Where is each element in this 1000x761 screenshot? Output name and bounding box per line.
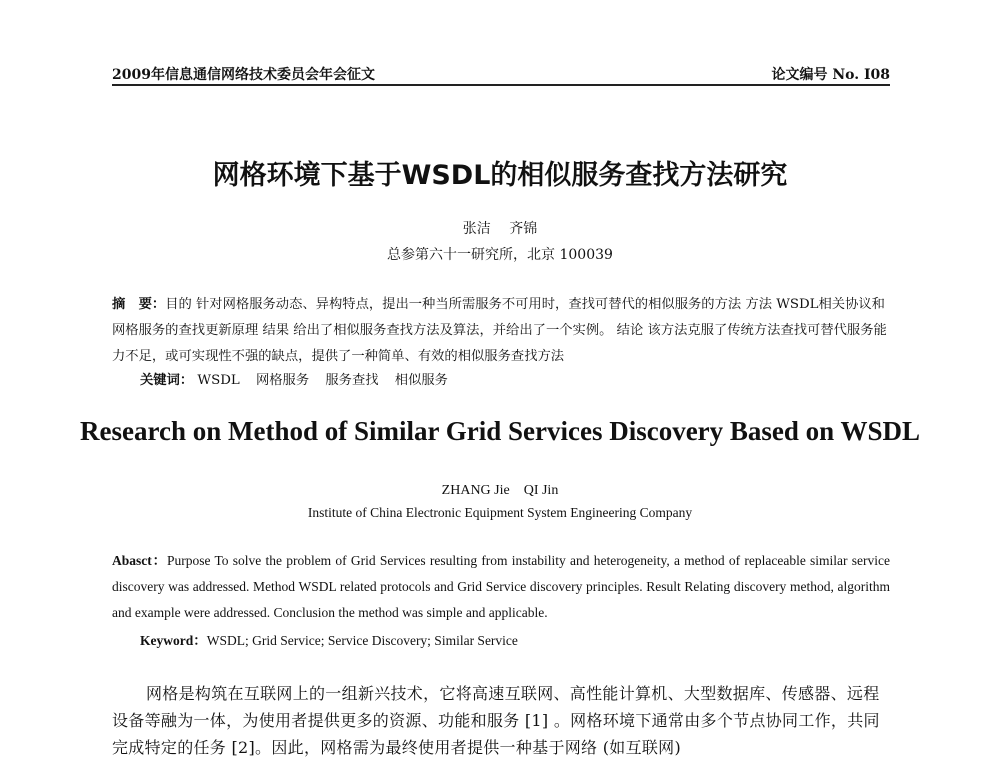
running-header — [112, 60, 890, 86]
keyword-chinese: 网格服务 — [255, 373, 310, 388]
keywords-english — [140, 629, 518, 649]
abstract-english-text: Purpose To solve the problem of Grid Services resulting from instability and heterogeneity, a method of replaceable similar service discovery was addressed. Method WSDL related protocols and Grid Service discovery principles. Result Relating discovery method, algorithm and example were addressed. Conclusion the method was simple and applicable. — [112, 553, 890, 620]
abstract-chinese-text: 目的 针对网格服务动态、异构特点，提出一种当所需服务不可用时，查找可替代的相似服务的方法 方法 WSDL相关协议和网格服务的查找更新原理 结果 给出了相似服务查找方法及算法，并给出了一个实例。 结论 该方法克服了传统方法查找可替代服务能力不足，或可实现性不强的缺点，提供了一种简单、有效的相似服务查找方法 — [112, 297, 887, 364]
abstract-chinese-label: 摘 要： — [112, 297, 166, 312]
abstract-english-label: Abasct： — [112, 553, 167, 568]
affiliation-english: Institute of China Electronic Equipment System Engineering Company — [307, 505, 693, 520]
title-chinese: 网格环境下基于WSDL的相似服务查找方法研究 — [212, 160, 788, 191]
abstract-chinese — [112, 292, 890, 370]
keyword-chinese: 相似服务 — [394, 373, 448, 388]
authors-english: ZHANG Jie QI Jin — [441, 483, 559, 498]
title-english: Research on Method of Similar Grid Services Discovery Based on WSDL — [80, 416, 920, 446]
body-paragraph: 网格是构筑在互联网上的一组新兴技术，它将高速互联网、高性能计算机、大型数据库、传感器、远程设备等融为一体，为使用者提供更多的资源、功能和服务 [1] 。网格环境下通常由多个节点协同工作，共同完成特定的任务 [2]。因此，网格需为最终使用者提供一种基于网络 (如互联网) — [112, 684, 880, 757]
abstract-english — [112, 548, 890, 626]
keyword-chinese: 服务查找 — [325, 373, 379, 388]
keywords-chinese — [140, 371, 460, 391]
keywords-english-label: Keyword： — [140, 633, 207, 648]
authors-chinese: 张洁 齐锦 — [462, 221, 538, 237]
header-paper-number: 论文编号 No. I08 — [771, 67, 890, 83]
keywords-english-text: WSDL; Grid Service; Service Discovery; Similar Service — [206, 633, 518, 648]
header-conference: 2009年信息通信网络技术委员会年会征文 — [112, 67, 375, 83]
affiliation-chinese: 总参第六十一研究所，北京 100039 — [387, 247, 613, 263]
keyword-chinese: WSDL — [197, 373, 240, 388]
keywords-chinese-label: 关键词： — [140, 373, 194, 388]
